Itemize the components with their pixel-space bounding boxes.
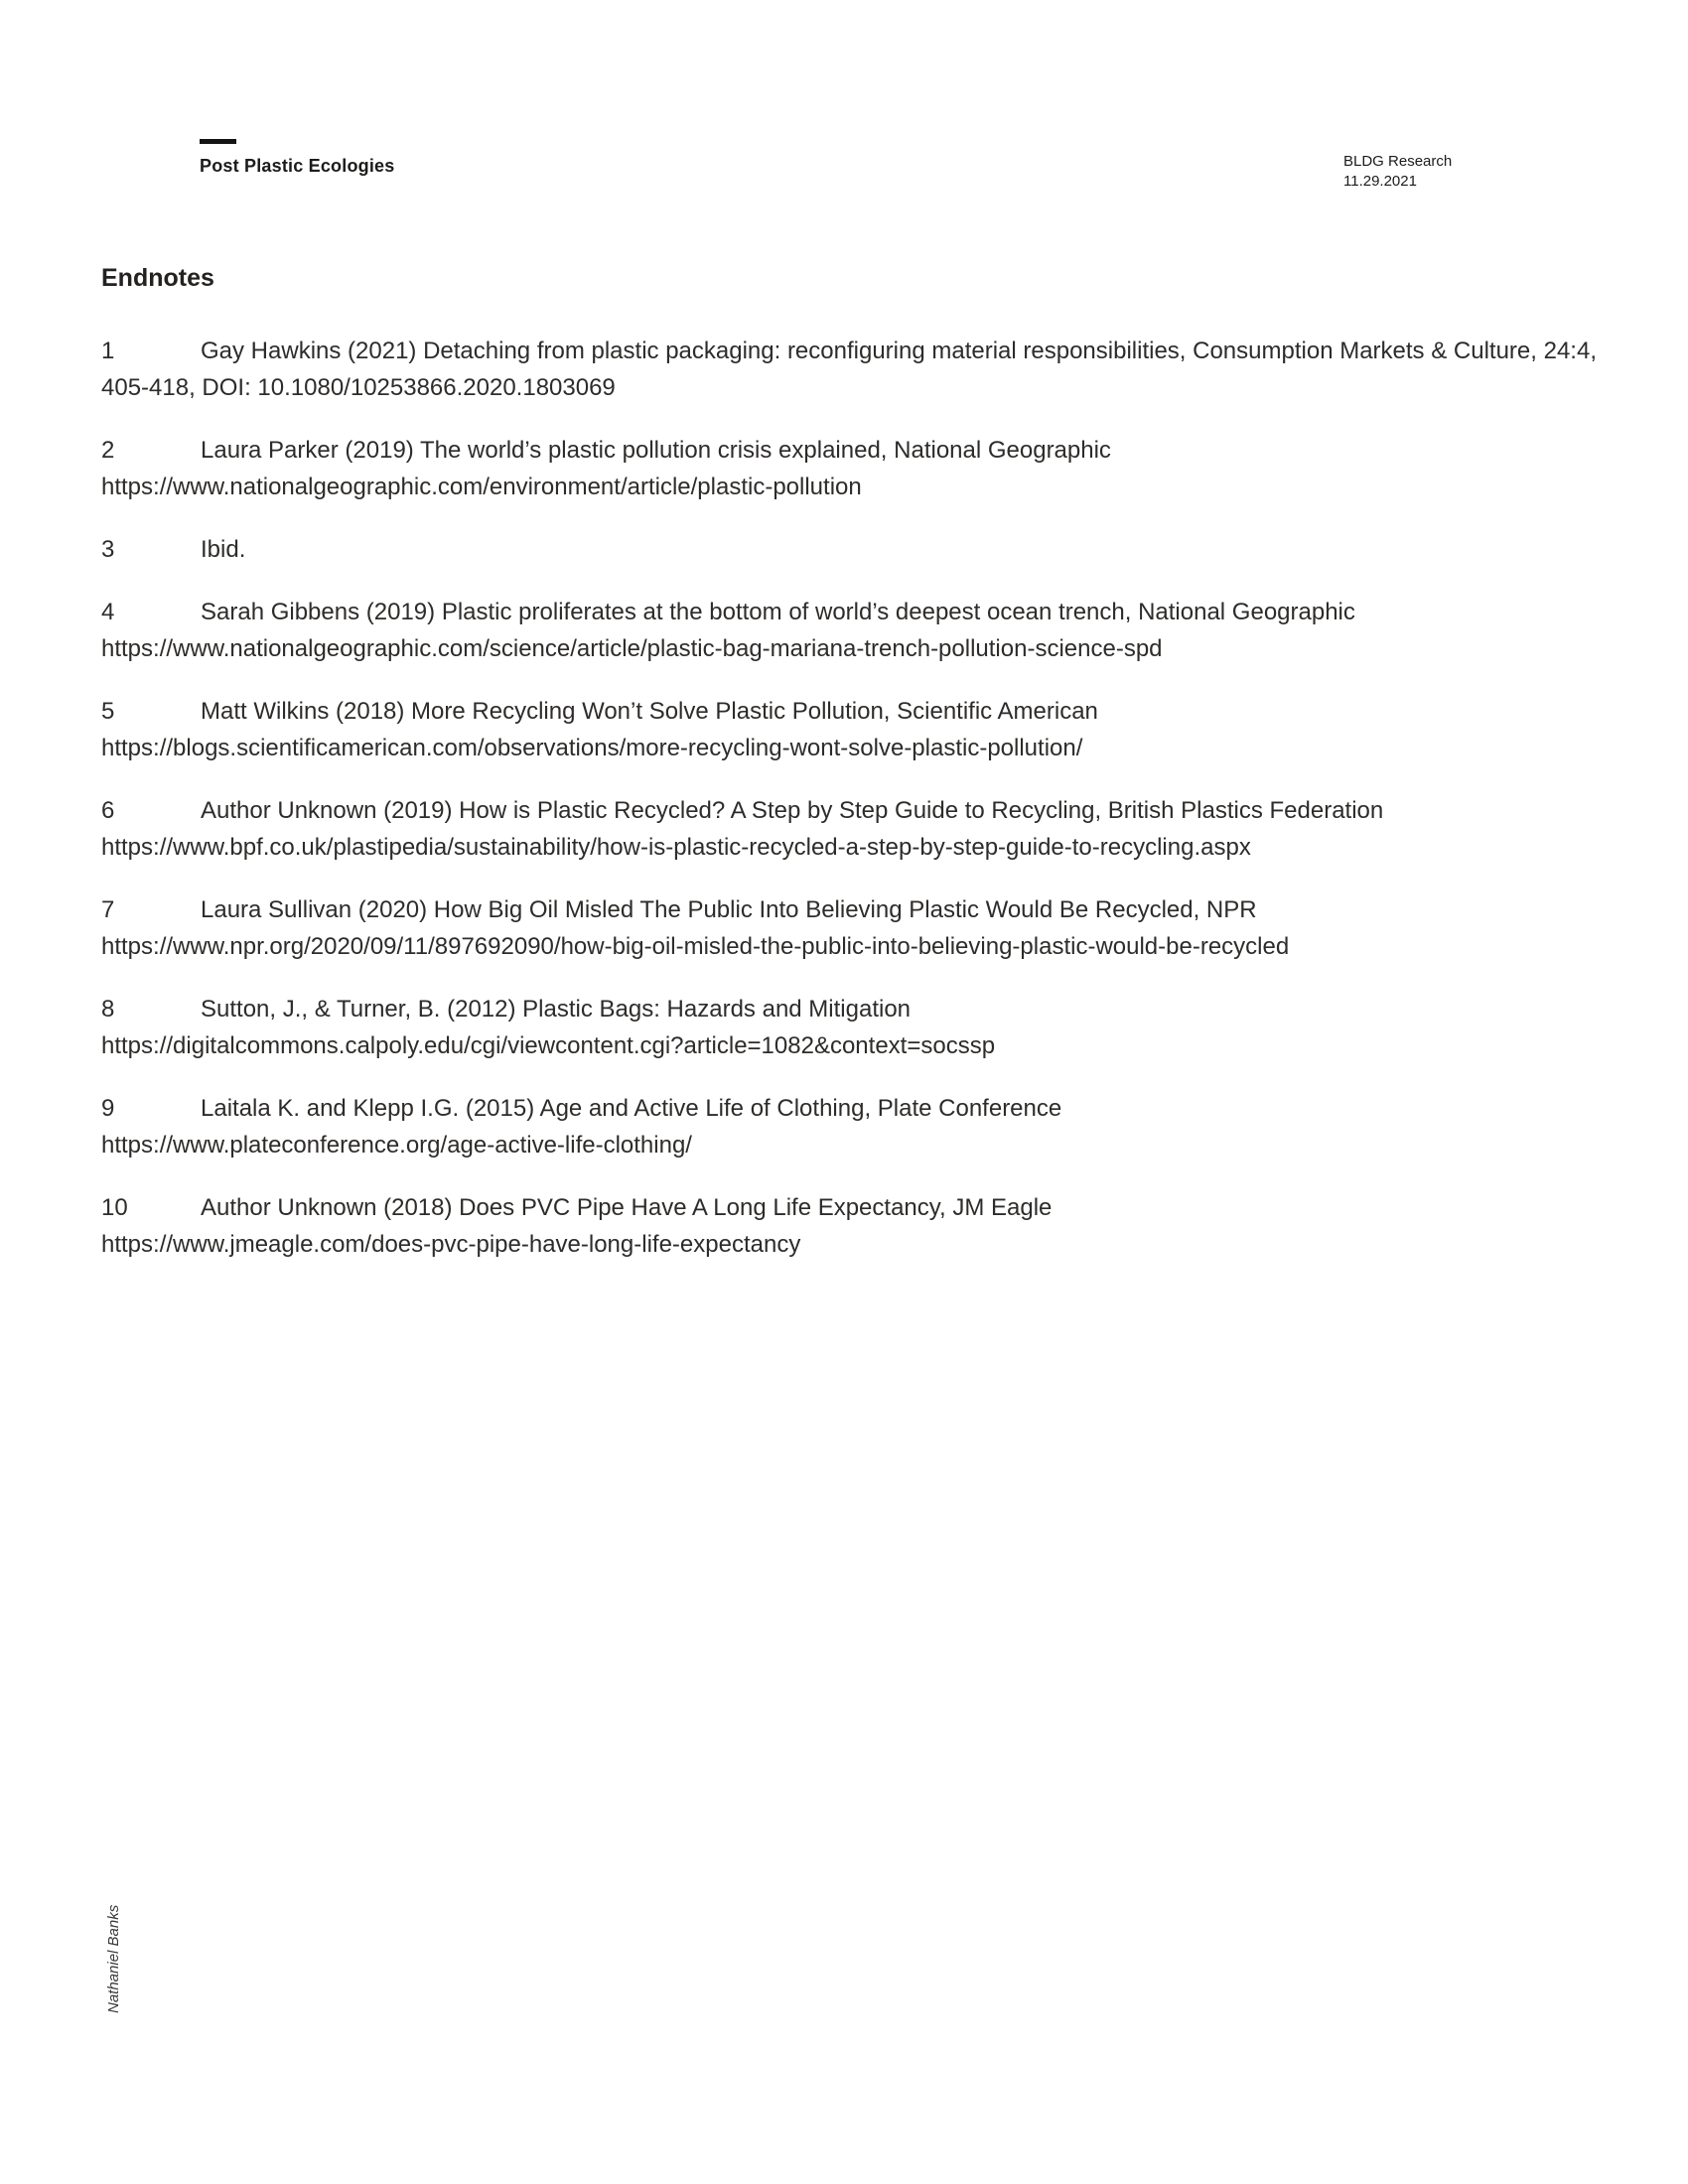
citation-text: Laitala K. and Klepp I.G. (2015) Age and Active Life of Clothing, Plate Conference (201, 1095, 1062, 1122)
citation-line (101, 594, 1630, 630)
citation-url[interactable]: https://blogs.scientificamerican.com/observations/more-recycling-wont-solve-plastic-pollution/ (101, 735, 1083, 761)
citation-url[interactable]: https://www.bpf.co.uk/plastipedia/sustainability/how-is-plastic-recycled-a-step-by-step-guide-to-recycling.aspx (101, 834, 1251, 861)
citation-line (101, 693, 1630, 730)
endnote-number: 1 (101, 338, 115, 364)
citation-url[interactable]: https://www.nationalgeographic.com/environment/article/plastic-pollution (101, 474, 862, 500)
endnote-item (101, 594, 1630, 667)
endnote-item (101, 432, 1630, 505)
endnote-number: 4 (101, 599, 115, 625)
endnote-number: 10 (101, 1194, 128, 1221)
citation-text: Matt Wilkins (2018) More Recycling Won’t Solve Plastic Pollution, Scientific American (201, 698, 1098, 725)
citation-text: Gay Hawkins (2021) Detaching from plastic packaging: reconfiguring material responsibilities, Consumption Markets & Culture, 24:4, 405-418, DOI: 10.1080/10253866.2020.1803069 (101, 338, 1597, 401)
citation-text: Sarah Gibbens (2019) Plastic proliferates at the bottom of world’s deepest ocean trench, National Geographic (201, 599, 1355, 625)
citation-url[interactable]: https://www.nationalgeographic.com/science/article/plastic-bag-mariana-trench-pollution-science-spd (101, 635, 1163, 662)
org-name: BLDG Research (1343, 153, 1453, 170)
citation-line (101, 891, 1630, 928)
endnote-item (101, 333, 1630, 406)
header-meta (1343, 152, 1452, 192)
citation-text: Laura Sullivan (2020) How Big Oil Misled The Public Into Believing Plastic Would Be Recycled, NPR (201, 896, 1257, 923)
citation-text: Author Unknown (2018) Does PVC Pipe Have A Long Life Expectancy, JM Eagle (201, 1194, 1053, 1221)
endnote-number: 9 (101, 1095, 115, 1122)
endnote-item (101, 1189, 1630, 1263)
endnotes-heading: Endnotes (101, 264, 214, 292)
header-date: 11.29.2021 (1343, 173, 1417, 190)
author-name-vertical: Nathaniel Banks (105, 1904, 122, 2013)
endnote-item (101, 891, 1630, 965)
endnotes-section (101, 264, 1630, 1289)
endnote-item (101, 792, 1630, 866)
citation-line (101, 1189, 1630, 1226)
endnote-number: 8 (101, 996, 115, 1023)
endnote-number: 6 (101, 797, 115, 824)
citation-line (101, 432, 1630, 469)
header-dash (200, 139, 236, 144)
project-title: Post Plastic Ecologies (200, 156, 395, 176)
citation-line (101, 333, 1630, 406)
citation-url[interactable]: https://www.plateconference.org/age-active-life-clothing/ (101, 1132, 692, 1159)
endnote-item (101, 991, 1630, 1064)
endnote-number: 5 (101, 698, 115, 725)
citation-url[interactable]: https://www.jmeagle.com/does-pvc-pipe-have-long-life-expectancy (101, 1231, 801, 1258)
endnote-number: 7 (101, 896, 115, 923)
endnote-number: 2 (101, 437, 115, 464)
citation-url[interactable]: https://digitalcommons.calpoly.edu/cgi/viewcontent.cgi?article=1082&context=socssp (101, 1032, 996, 1059)
endnotes-list (101, 333, 1630, 1263)
citation-line (101, 991, 1630, 1027)
citation-url[interactable]: https://www.npr.org/2020/09/11/897692090/how-big-oil-misled-the-public-into-believing-plastic-would-be-recycled (101, 933, 1290, 960)
endnote-item (101, 531, 1630, 568)
citation-line (101, 1090, 1630, 1127)
citation-text: Author Unknown (2019) How is Plastic Recycled? A Step by Step Guide to Recycling, British Plastics Federation (201, 797, 1384, 824)
citation-line (101, 531, 1630, 568)
endnote-number: 3 (101, 536, 115, 563)
endnote-item (101, 693, 1630, 766)
citation-line (101, 792, 1630, 829)
citation-text: Ibid. (201, 536, 246, 563)
citation-text: Laura Parker (2019) The world’s plastic pollution crisis explained, National Geographic (201, 437, 1111, 464)
citation-text: Sutton, J., & Turner, B. (2012) Plastic Bags: Hazards and Mitigation (201, 996, 912, 1023)
endnote-item (101, 1090, 1630, 1163)
